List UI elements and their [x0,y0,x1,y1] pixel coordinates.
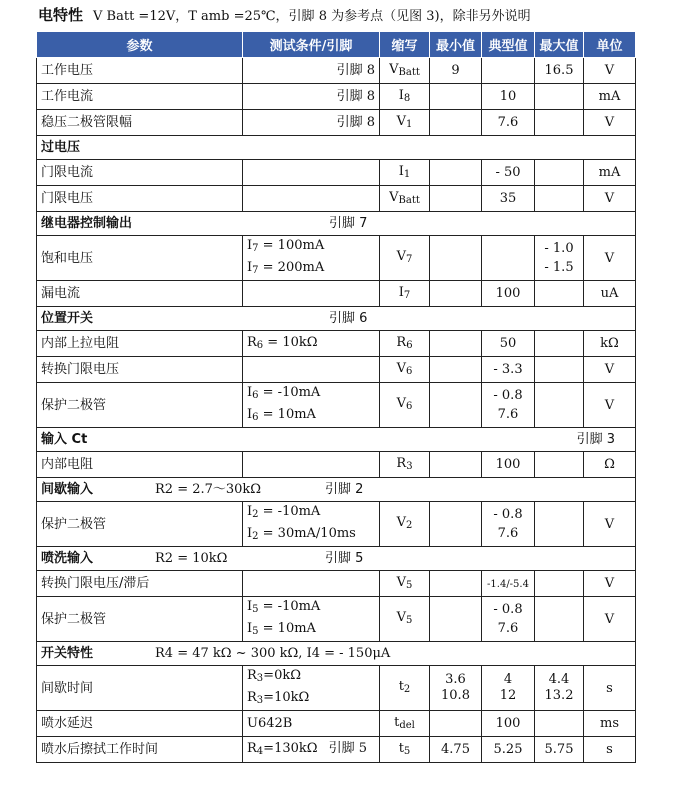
typ-value-2: 7.6 [497,407,519,422]
section-pin: 引脚 7 [329,216,368,231]
min-cell [430,571,482,597]
max-value: 4.4 [548,672,570,687]
typ-value: - 50 [495,165,521,180]
condition-value-2: $R_3=10k\Omega$ [247,690,310,706]
symbol-value: $V_1$ [396,113,413,130]
unit-value: V [604,63,615,78]
section-cell [37,307,636,331]
max-cell [535,597,584,642]
condition-cell [243,502,380,547]
condition-cell [243,84,380,110]
section-cell [37,212,636,236]
condition-value: 引脚 8 [336,89,375,104]
typ-value-2: 7.6 [497,621,519,636]
symbol-cell [380,597,430,642]
typ-value: 7.6 [497,115,519,130]
section-row [37,212,636,236]
table-row [37,666,636,711]
min-cell [430,160,482,186]
unit-cell [584,502,636,547]
condition-value: $I_6 = -10mA$ [247,385,321,401]
unit-value: V [604,516,615,532]
symbol-cell [380,160,430,186]
min-cell [430,452,482,478]
condition-cell [243,236,380,281]
param-name: 门限电流 [41,165,94,180]
min-cell [430,281,482,307]
min-cell [430,737,482,763]
section-cell [37,642,636,666]
unit-cell [584,383,636,428]
min-cell [430,331,482,357]
max-cell [535,383,584,428]
max-cell [535,502,584,547]
condition-cell [243,597,380,642]
table-row [37,281,636,307]
condition-cell [243,452,380,478]
typ-cell [482,281,535,307]
typ-value: 5.25 [493,742,523,757]
header-min: 最小值 [430,32,482,58]
max-cell [535,452,584,478]
condition-cell [243,737,380,763]
symbol-cell [380,383,430,428]
table-header-row [37,32,636,58]
unit-cell [584,110,636,136]
unit-cell [584,357,636,383]
unit-value: V [604,611,615,627]
param-cell [37,597,243,642]
param-cell [37,737,243,763]
condition-value-2: $I_5 = 10mA$ [247,621,316,637]
param-name: 工作电流 [41,89,94,104]
table-row [37,160,636,186]
electrical-characteristics-table [36,32,636,763]
min-cell [430,666,482,711]
symbol-value: $V_2$ [396,515,413,531]
table-row [37,357,636,383]
typ-cell [482,666,535,711]
max-cell [535,666,584,711]
max-cell [535,160,584,186]
max-cell [535,84,584,110]
typ-value: 100 [495,457,521,472]
condition-value-2: $I_7 = 200mA$ [247,260,325,276]
condition-value: 引脚 8 [336,63,375,78]
symbol-cell [380,571,430,597]
table-row [37,58,636,84]
unit-cell [584,160,636,186]
condition-value-2: $I_2 = 30mA/10ms$ [247,526,356,542]
param-name: 保护二极管 [41,397,107,413]
min-cell [430,502,482,547]
condition-value: $R_6 = 10k\Omega$ [247,334,318,351]
unit-value: V [604,250,615,266]
table-row [37,186,636,212]
param-name: 间歇时间 [41,680,94,696]
header-param: 参数 [37,32,243,58]
min-cell [430,84,482,110]
symbol-cell [380,84,430,110]
min-value: 3.6 [445,672,466,687]
symbol-cell [380,502,430,547]
typ-value: 10 [499,89,517,104]
min-cell [430,110,482,136]
min-cell [430,236,482,281]
max-cell [535,357,584,383]
section-label: 继电器控制输出 [41,216,133,231]
param-cell [37,357,243,383]
section-pin: 引脚 5 [325,551,364,566]
unit-value: uA [600,286,619,301]
unit-cell [584,58,636,84]
table-row [37,331,636,357]
unit-cell [584,281,636,307]
header-typ: 典型值 [482,32,535,58]
condition-cell [243,58,380,84]
param-name: 门限电压 [41,191,94,206]
typ-value: - 3.3 [493,362,523,377]
condition-cell [243,186,380,212]
symbol-value: $V_5$ [396,610,413,626]
typ-cell [482,160,535,186]
table-row [37,502,636,547]
param-cell [37,383,243,428]
table-row [37,452,636,478]
section-pin: 引脚 2 [325,482,364,497]
condition-value: U642B [247,716,293,731]
min-cell [430,357,482,383]
section-note: R2 = 10kΩ [155,551,228,566]
condition-value-2: $I_6 = 10mA$ [247,407,316,423]
table-row [37,84,636,110]
min-cell [430,186,482,212]
condition-value: 引脚 8 [336,115,375,130]
min-cell [430,597,482,642]
param-name: 喷水后擦拭工作时间 [41,742,159,757]
symbol-cell [380,236,430,281]
condition-cell [243,160,380,186]
unit-value: Ω [604,457,615,472]
param-name: 漏电流 [41,286,81,301]
typ-cell [482,186,535,212]
unit-value: V [604,191,615,206]
typ-value: 35 [499,191,517,206]
param-cell [37,160,243,186]
table-row [37,737,636,763]
min-value: 9 [451,63,460,78]
param-cell [37,711,243,737]
min-cell [430,58,482,84]
symbol-cell [380,58,430,84]
typ-cell [482,597,535,642]
symbol-value: $V_6$ [396,396,413,412]
unit-cell [584,571,636,597]
typ-value: - 0.8 [493,602,523,617]
condition-cell [243,110,380,136]
section-row [37,307,636,331]
max-value: 16.5 [544,63,574,78]
max-cell [535,571,584,597]
typ-cell [482,737,535,763]
typ-value-2: 7.6 [497,526,519,541]
section-pin: 引脚 3 [576,432,615,447]
param-cell [37,58,243,84]
unit-cell [584,186,636,212]
symbol-value: $R_6$ [396,334,413,351]
section-row [37,642,636,666]
unit-cell [584,737,636,763]
symbol-value: $t_2$ [398,679,411,695]
min-cell [430,383,482,428]
condition-cell [243,666,380,711]
symbol-value: $I_8$ [398,87,411,104]
section-row [37,547,636,571]
min-value-2: 10.8 [441,688,470,703]
typ-cell [482,383,535,428]
condition-cell [243,571,380,597]
unit-cell [584,597,636,642]
table-row [37,383,636,428]
unit-cell [584,452,636,478]
unit-value: s [606,680,613,696]
condition-value: $I_2 = -10mA$ [247,504,321,520]
symbol-value: $I_1$ [398,163,411,180]
param-name: 保护二极管 [41,516,107,532]
condition-cell [243,331,380,357]
param-name: 内部电阻 [41,457,94,472]
condition-value: $I_5 = -10mA$ [247,599,321,615]
typ-value: 100 [495,716,521,731]
max-cell [535,186,584,212]
table-row [37,110,636,136]
unit-cell [584,666,636,711]
max-cell [535,236,584,281]
typ-value-2: 12 [499,688,517,703]
condition-cell [243,383,380,428]
min-value: 4.75 [441,742,470,757]
symbol-value: $V_{Batt}$ [389,61,420,78]
section-row [37,428,636,452]
param-cell [37,452,243,478]
condition-pin: 引脚 5 [328,740,367,756]
table-row [37,571,636,597]
param-cell [37,331,243,357]
typ-value: 100 [495,286,521,301]
section-row [37,136,636,160]
symbol-value: $V_{Batt}$ [389,189,420,206]
header-condition: 测试条件/引脚 [243,32,380,58]
section-cell [37,478,636,502]
section-row [37,478,636,502]
max-cell [535,281,584,307]
symbol-cell [380,186,430,212]
unit-value: s [606,742,613,757]
table-row [37,236,636,281]
unit-cell [584,236,636,281]
typ-cell [482,84,535,110]
param-cell [37,110,243,136]
max-cell [535,110,584,136]
symbol-cell [380,357,430,383]
param-name: 转换门限电压/滞后 [41,576,150,591]
condition-value: $R_3=0k\Omega$ [247,668,301,684]
section-label: 开关特性 [41,646,94,661]
max-value: - 1.0 [544,241,574,256]
param-cell [37,666,243,711]
unit-cell [584,711,636,737]
unit-value: mA [598,89,621,104]
param-name: 饱和电压 [41,250,94,266]
param-name: 稳压二极管限幅 [41,115,133,130]
unit-value: V [604,397,615,413]
section-label: 输入 Ct [41,432,88,447]
title-conditions: V Batt =12V，T amb =25℃，引脚 8 为参考点（见图 3)，除非另外说明 [93,9,531,24]
max-cell [535,711,584,737]
param-name: 转换门限电压 [41,362,120,377]
max-cell [535,58,584,84]
symbol-cell [380,666,430,711]
table-row [37,597,636,642]
param-cell [37,84,243,110]
typ-cell [482,502,535,547]
section-label: 间歇输入 [41,482,94,497]
param-name: 工作电压 [41,63,94,78]
section-label: 过电压 [41,140,81,155]
typ-value: - 0.8 [493,507,523,522]
symbol-value: $R_3$ [396,455,413,472]
symbol-cell [380,281,430,307]
section-cell [37,136,636,160]
table-row [37,711,636,737]
typ-cell [482,110,535,136]
typ-cell [482,571,535,597]
max-value-2: - 1.5 [544,260,574,275]
section-note: R2 = 2.7～30kΩ [155,482,262,497]
symbol-cell [380,452,430,478]
section-label: 位置开关 [41,311,94,326]
section-cell [37,428,636,452]
param-name: 保护二极管 [41,611,107,627]
unit-value: mA [598,165,621,180]
unit-value: ms [600,716,619,731]
condition-cell [243,357,380,383]
symbol-cell [380,331,430,357]
param-cell [37,186,243,212]
section-note: R4 = 47 kΩ ~ 300 kΩ, I4 = - 150μA [155,646,391,661]
param-cell [37,502,243,547]
symbol-value: $t_{del}$ [394,714,415,731]
min-cell [430,711,482,737]
condition-cell [243,711,380,737]
unit-value: kΩ [600,336,619,351]
condition-cell [243,281,380,307]
header-max: 最大值 [535,32,584,58]
symbol-value: $I_7$ [398,284,411,301]
typ-value: 50 [499,336,517,351]
unit-cell [584,331,636,357]
symbol-value: $V_6$ [396,360,413,377]
header-unit: 单位 [584,32,636,58]
param-name: 喷水延迟 [41,716,94,731]
param-cell [37,571,243,597]
typ-value: - 0.8 [493,388,523,403]
param-cell [37,236,243,281]
header-symbol: 缩写 [380,32,430,58]
max-cell [535,331,584,357]
condition-value: $I_7 = 100mA$ [247,238,325,254]
typ-cell [482,236,535,281]
section-title [38,4,531,26]
param-name: 内部上拉电阻 [41,336,120,351]
unit-value: V [604,115,615,130]
typ-cell [482,711,535,737]
max-cell [535,737,584,763]
param-cell [37,281,243,307]
typ-cell [482,58,535,84]
typ-cell [482,331,535,357]
unit-value: V [604,362,615,377]
symbol-cell [380,110,430,136]
typ-value: -1.4/-5.4 [487,578,529,590]
typ-cell [482,452,535,478]
symbol-value: $V_5$ [396,574,413,591]
symbol-value: $t_5$ [398,740,411,757]
condition-value: $R_4=130k\Omega$ [247,740,318,757]
max-value-2: 13.2 [544,688,574,703]
typ-value: 4 [503,672,513,687]
symbol-cell [380,711,430,737]
unit-cell [584,84,636,110]
symbol-cell [380,737,430,763]
section-label: 喷洗输入 [41,551,94,566]
typ-cell [482,357,535,383]
section-pin: 引脚 6 [329,311,368,326]
max-value: 5.75 [544,742,574,757]
unit-value: V [604,576,615,591]
symbol-value: $V_7$ [396,249,413,265]
title-heading: 电特性 [38,6,84,24]
section-cell [37,547,636,571]
